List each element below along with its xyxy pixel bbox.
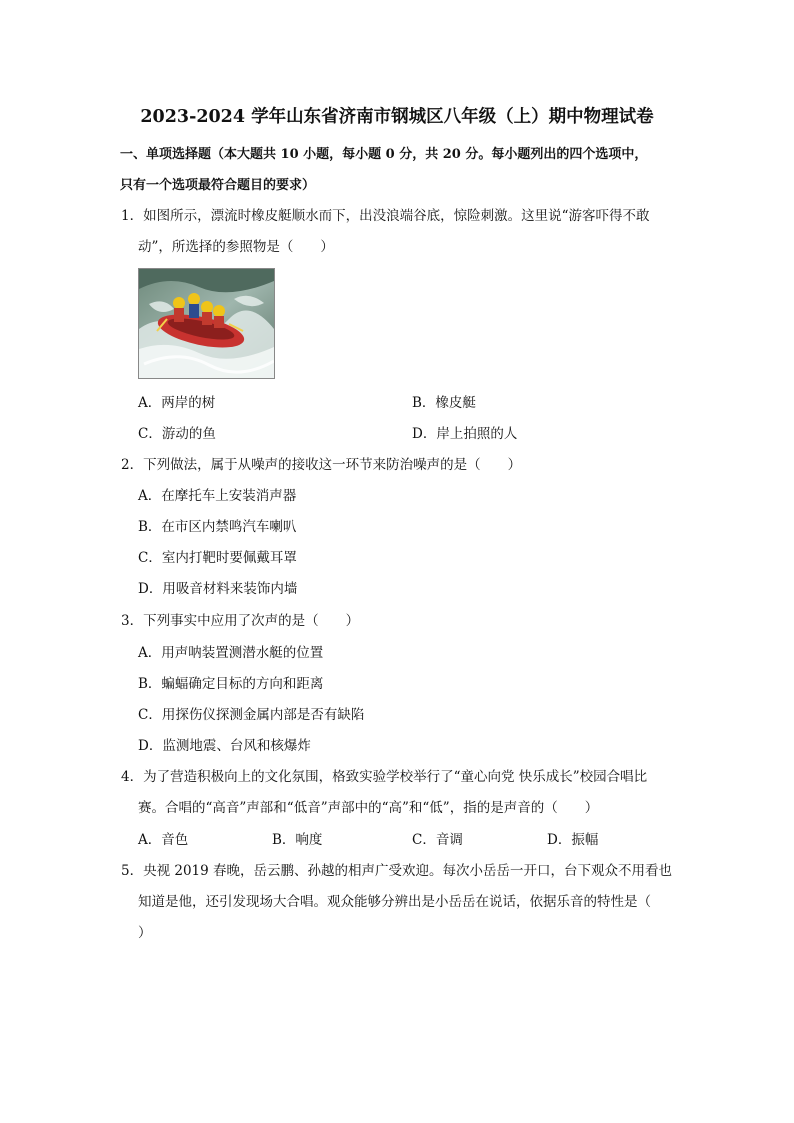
question-5-line-1: 5．央视 2019 春晚，岳云鹏、孙越的相声广受欢迎。每次小岳岳一开口，台下观众不用看也: [121, 863, 673, 879]
q3-option-c: C．用探伤仪探测金属内部是否有缺陷: [138, 707, 365, 723]
q1-option-a: A．两岸的树: [138, 395, 216, 411]
question-5-line-3: ）: [138, 925, 152, 941]
question-1-line-2: 动”，所选择的参照物是（ ）: [138, 239, 334, 255]
q4-option-c: C．音调: [412, 832, 463, 848]
q1-option-c: C．游动的鱼: [138, 426, 216, 442]
q3-option-b: B．蝙蝠确定目标的方向和距离: [138, 676, 324, 692]
q2-option-d: D．用吸音材料来装饰内墙: [138, 581, 298, 597]
question-3-line-1: 3．下列事实中应用了次声的是（ ）: [121, 613, 360, 629]
section-heading-line-2: 只有一个选项最符合题目的要求）: [120, 178, 316, 193]
section-heading-line-1: 一、单项选择题（本大题共 10 小题，每小题 0 分，共 20 分。每小题列出的四个选项中，: [120, 147, 648, 162]
q2-option-b: B．在市区内禁鸣汽车喇叭: [138, 519, 297, 535]
q1-option-d: D．岸上拍照的人: [412, 426, 518, 442]
q4-option-a: A．音色: [138, 832, 189, 848]
page-title: 2023-2024 学年山东省济南市钢城区八年级（上）期中物理试卷: [140, 107, 654, 127]
question-1-line-1: 1．如图所示，漂流时橡皮艇顺水而下，出没浪端谷底，惊险刺激。这里说“游客吓得不敢: [121, 208, 650, 224]
question-2-line-1: 2．下列做法，属于从噪声的接收这一环节来防治噪声的是（ ）: [121, 457, 522, 473]
q2-option-c: C．室内打靶时要佩戴耳罩: [138, 550, 297, 566]
q3-option-a: A．用声呐装置测潜水艇的位置: [138, 645, 324, 661]
question-4-line-1: 4．为了营造积极向上的文化氛围，格致实验学校举行了“童心向党 快乐成长”校园合唱比: [121, 769, 648, 785]
rafting-photo: [138, 268, 275, 379]
q2-option-a: A．在摩托车上安装消声器: [138, 488, 297, 504]
question-4-line-2: 赛。合唱的“高音”声部和“低音”声部中的“高”和“低”，指的是声音的（ ）: [138, 800, 599, 816]
q4-option-d: D．振幅: [547, 832, 599, 848]
q3-option-d: D．监测地震、台风和核爆炸: [138, 738, 311, 754]
q1-option-b: B．橡皮艇: [412, 395, 476, 411]
question-5-line-2: 知道是他，还引发现场大合唱。观众能够分辨出是小岳岳在说话，依据乐音的特性是（: [138, 894, 651, 910]
q4-option-b: B．响度: [272, 832, 323, 848]
